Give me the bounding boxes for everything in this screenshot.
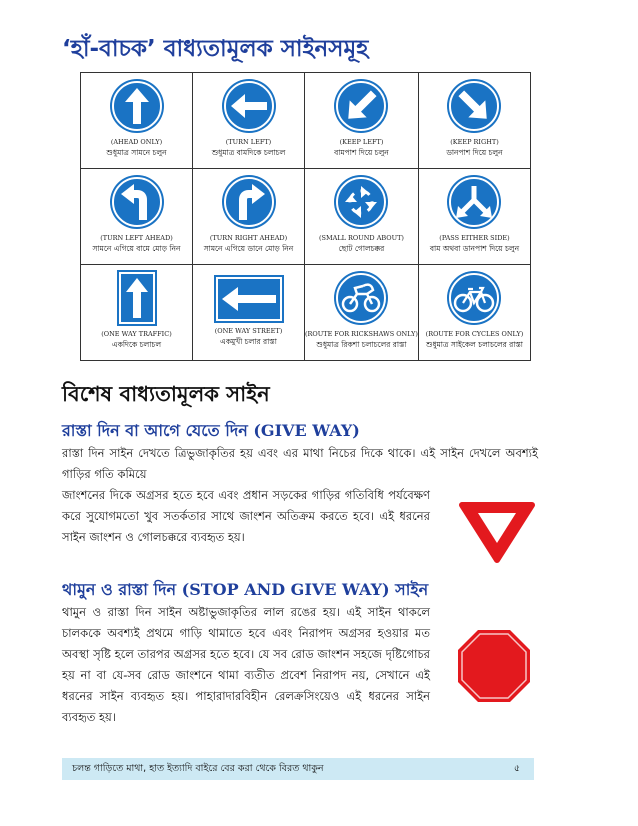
sign-cell xyxy=(193,169,305,265)
sign-label-bn: সামনে এগিয়ে বামে মোড় নিন xyxy=(92,244,181,253)
give-way-text-1: রাস্তা দিন সাইন দেখতে ত্রিভুজাকৃতির হয় এবং এর মাথা নিচের দিকে থাকে। এই সাইন দেখলে অবশ্যই গাড়ির গতি কমিয়ে xyxy=(62,446,538,481)
stop-sign-icon xyxy=(456,628,532,704)
sign-label-bn: শুধুমাত্র সামনে চলুন xyxy=(106,148,167,157)
arrow-down-right-icon xyxy=(446,78,502,134)
stop-heading-bn-suffix: সাইন xyxy=(395,580,429,599)
give-way-heading xyxy=(62,418,360,445)
sign-cell xyxy=(81,73,193,169)
arrow-left-icon xyxy=(221,78,277,134)
sign-cell xyxy=(418,73,530,169)
sign-label-en: (KEEP RIGHT) xyxy=(450,138,499,146)
footer-text: চলন্ত গাড়িতে মাথা, হাত ইত্যাদি বাইরে বের করা থেকে বিরত থাকুন xyxy=(72,763,324,774)
one-way-street-icon xyxy=(214,275,284,323)
turn-right-ahead-icon xyxy=(221,174,277,230)
sign-label-en: (AHEAD ONLY) xyxy=(110,138,163,146)
pass-either-side-icon xyxy=(446,174,502,230)
sign-cell xyxy=(305,73,419,169)
sign-label-bn: একদিকে চলাচল xyxy=(111,340,162,349)
sign-cell xyxy=(193,73,305,169)
sign-label-en: (PASS EITHER SIDE) xyxy=(439,234,510,242)
give-way-text-2: জাংশনের দিকে অগ্রসর হতে হবে এবং প্রধান সড়কের গাড়ির গতিবিধি পর্যবেক্ষণ করে সুযোগমতো খুব সতর্কতার সাথে জাংশন অতিক্রম করতে হবে। এই ধরনের সাইন জাংশন ও গোলচক্করে ব্যবহৃত হয়। xyxy=(62,488,430,544)
sign-label-en: (KEEP LEFT) xyxy=(339,138,384,146)
turn-left-ahead-icon xyxy=(109,174,165,230)
section-heading: বিশেষ বাধ্যতামূলক সাইন xyxy=(62,382,270,406)
sign-label-bn: শুধুমাত্র রিকশা চলাচলের রাস্তা xyxy=(316,340,407,349)
bicycle-icon xyxy=(446,270,502,326)
sign-label-en: (ROUTE FOR RICKSHAWS ONLY) xyxy=(305,330,418,338)
roundabout-icon xyxy=(333,174,389,230)
sign-label-bn: বামপাশ দিয়ে চলুন xyxy=(334,148,389,157)
sign-label-bn: ডানপাশ দিয়ে চলুন xyxy=(446,148,503,157)
one-way-traffic-icon xyxy=(117,270,157,326)
page-number: ৫ xyxy=(513,763,520,774)
sign-label-en: (ONE WAY TRAFFIC) xyxy=(101,330,172,338)
stop-heading xyxy=(62,577,428,604)
sign-table xyxy=(80,72,531,361)
arrow-down-left-icon xyxy=(333,78,389,134)
sign-label-bn: শুধুমাত্র বামদিকে চলাচল xyxy=(211,148,286,157)
sign-label-en: (ROUTE FOR CYCLES ONLY) xyxy=(425,330,524,338)
sign-label-en: (TURN LEFT) xyxy=(225,138,272,146)
stop-text: থামুন ও রাস্তা দিন সাইন অষ্টাভুজাকৃতির লাল রঙের হয়। এই সাইন থাকলে চালককে অবশ্যই প্রথমে গাড়ি থামাতে হবে এবং নিরাপদ অগ্রসর হওয়ার মত অবস্থা সৃষ্টি হলে তারপর অগ্রসর হতে হবে। যে সব রোড জাংশন সহজে দৃষ্টিগোচর হয় না বা যে-সব রোড জাংশনে থামা ব্যতীত প্রবেশ নিরাপদ নয়, সেখানে এই ধরনের সাইন ব্যবহৃত হয়। পাহারাদারবিহীন রেলক্রসিংয়েও এই ধরনের সাইন ব্যবহৃত হয়। xyxy=(62,605,430,724)
sign-label-en: (TURN LEFT AHEAD) xyxy=(100,234,173,242)
sign-cell xyxy=(305,169,419,265)
sign-label-bn: ছোট গোলচক্কর xyxy=(338,244,385,253)
stop-heading-en: (STOP AND GIVE WAY) xyxy=(181,580,390,599)
rickshaw-icon xyxy=(333,270,389,326)
sign-label-bn: বাম অথবা ডানপাশ দিয়ে চলুন xyxy=(429,244,520,253)
sign-label-bn: সামনে এগিয়ে ডানে মোড় নিন xyxy=(203,244,294,253)
give-way-sign-icon xyxy=(458,500,536,564)
sign-label-en: (TURN RIGHT AHEAD) xyxy=(209,234,288,242)
footer-banner xyxy=(62,758,534,780)
sign-cell xyxy=(81,169,193,265)
give-way-heading-bn: রাস্তা দিন বা আগে যেতে দিন xyxy=(62,421,248,440)
arrow-up-icon xyxy=(109,78,165,134)
sign-label-en: (SMALL ROUND ABOUT) xyxy=(319,234,404,242)
sign-label-bn: শুধুমাত্র সাইকেল চলাচলের রাস্তা xyxy=(425,340,523,349)
sign-cell xyxy=(193,265,305,361)
page-title: ‘হাঁ-বাচক’ বাধ্যতামূলক সাইনসমূহ xyxy=(62,36,369,62)
sign-label-bn: একমুখী চলার রাস্তা xyxy=(220,337,277,346)
give-way-heading-en: (GIVE WAY) xyxy=(253,421,360,440)
sign-cell xyxy=(418,169,530,265)
sign-cell xyxy=(418,265,530,361)
stop-heading-bn: থামুন ও রাস্তা দিন xyxy=(62,580,177,599)
sign-label-en: (ONE WAY STREET) xyxy=(214,327,283,335)
sign-cell xyxy=(305,265,419,361)
sign-cell xyxy=(81,265,193,361)
